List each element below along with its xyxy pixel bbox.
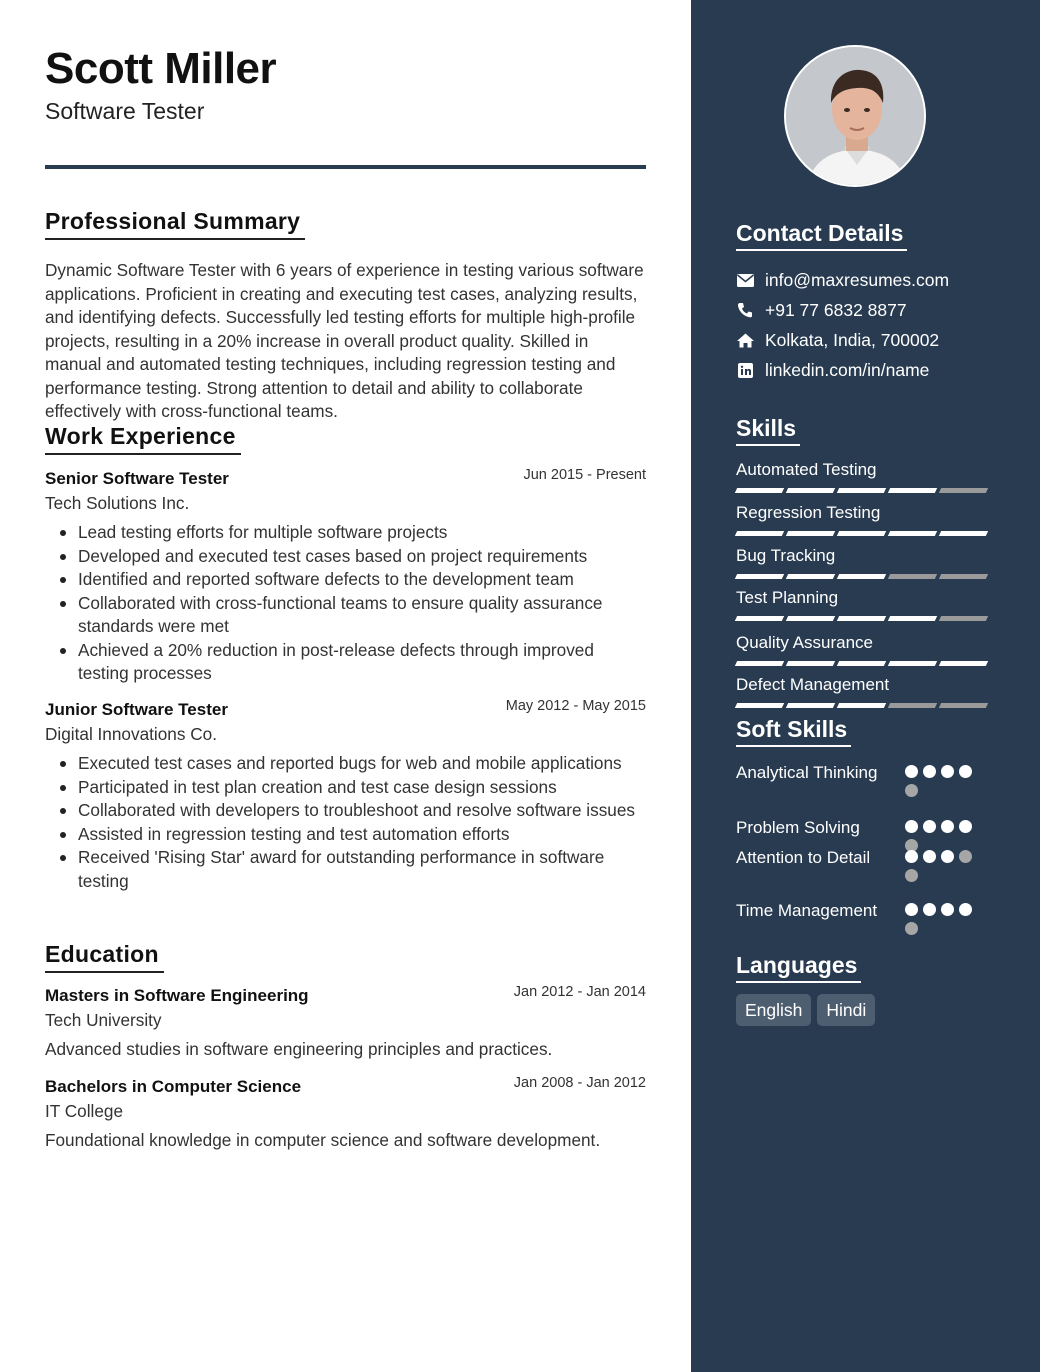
list-item: Identified and reported software defects to the development team (78, 568, 646, 592)
skill-level-segment (939, 531, 988, 536)
rating-dot (941, 820, 954, 833)
contact-phone-text: +91 77 6832 8877 (765, 299, 907, 320)
list-item: Achieved a 20% reduction in post-release defects through improved testing processes (78, 639, 646, 686)
contact-heading: Contact Details (736, 220, 907, 251)
skill-level-segment (837, 616, 886, 621)
skill-level-segment (837, 574, 886, 579)
education-description: Foundational knowledge in computer science and software development. (45, 1130, 601, 1150)
candidate-name: Scott Miller (45, 44, 277, 93)
contact-linkedin[interactable] (736, 359, 929, 381)
education-dates: Jan 2008 - Jan 2012 (513, 1075, 646, 1091)
skill-level-segment (786, 616, 835, 621)
contact-address-text: Kolkata, India, 700002 (765, 329, 940, 350)
degree-name: Bachelors in Computer Science (45, 1077, 302, 1096)
degree-name: Masters in Software Engineering (45, 986, 309, 1005)
skill-level-segment (735, 488, 784, 493)
soft-skill-rating (905, 820, 980, 852)
rating-dot (923, 820, 936, 833)
job-dates: Jun 2015 - Present (523, 467, 646, 483)
skill-level-bar (736, 488, 993, 493)
linkedin-icon (736, 361, 754, 379)
rating-dot (959, 765, 972, 778)
skill-level-segment (735, 703, 784, 708)
skills-heading: Skills (736, 415, 800, 446)
skill-level-segment (888, 574, 937, 579)
skill-level-segment (786, 703, 835, 708)
soft-skill-rating (905, 850, 980, 882)
rating-dot (959, 850, 972, 863)
contact-address (736, 329, 939, 351)
envelope-icon (736, 271, 754, 289)
skill-item (736, 588, 993, 621)
skill-level-segment (939, 703, 988, 708)
skill-level-segment (888, 616, 937, 621)
skill-level-bar (736, 574, 993, 579)
rating-dot (905, 922, 918, 935)
languages-heading: Languages (736, 952, 861, 983)
language-tag: Hindi (817, 994, 875, 1026)
skill-name: Regression Testing (736, 503, 881, 522)
company-name: Digital Innovations Co. (45, 724, 217, 744)
rating-dot (923, 765, 936, 778)
education-description: Advanced studies in software engineering principles and practices. (45, 1039, 553, 1059)
rating-dot (905, 903, 918, 916)
skill-level-segment (735, 661, 784, 666)
rating-dot (905, 784, 918, 797)
skill-level-segment (837, 661, 886, 666)
skill-level-segment (888, 703, 937, 708)
skill-name: Automated Testing (736, 460, 877, 479)
skill-level-segment (939, 574, 988, 579)
soft-skill-rating (905, 765, 980, 797)
skill-level-segment (837, 703, 886, 708)
school-name: Tech University (45, 1010, 162, 1030)
soft-skill-name: Analytical Thinking (736, 763, 878, 782)
skill-level-bar (736, 703, 993, 708)
skill-level-segment (786, 574, 835, 579)
contact-email-text: info@maxresumes.com (765, 269, 950, 290)
skill-level-segment (939, 661, 988, 666)
contact-linkedin-text: linkedin.com/in/name (765, 359, 930, 380)
skill-item (736, 546, 993, 579)
profile-photo (784, 45, 926, 187)
list-item: Collaborated with developers to troubleshoot and resolve software issues (78, 799, 646, 823)
job-role: Junior Software Tester (45, 700, 228, 719)
skill-name: Defect Management (736, 675, 890, 694)
summary-text: Dynamic Software Tester with 6 years of experience in testing various software applications. Proficient in creating and executing test cases, analyzing results, and identifying defects. Successfully led testing efforts for multiple high-profile projects, resulting in a 20% increase in overall product quality. Skilled in manual and automated testing techniques, including regression testing and performance testing. Strong attention to detail and ability to collaborate effectively with cross-functional teams. (45, 260, 644, 421)
soft-skill-name: Problem Solving (736, 818, 860, 837)
skill-level-segment (786, 661, 835, 666)
summary-heading: Professional Summary (45, 208, 305, 240)
experience-heading: Work Experience (45, 423, 241, 455)
rating-dot (941, 765, 954, 778)
soft-skills-heading: Soft Skills (736, 716, 851, 747)
rating-dot (959, 820, 972, 833)
skill-item (736, 633, 993, 666)
job-bullets (45, 752, 646, 893)
soft-skill-name: Attention to Detail (736, 848, 871, 867)
skill-level-segment (786, 531, 835, 536)
sidebar (691, 0, 1040, 1372)
education-entry (45, 986, 646, 1060)
phone-icon (736, 301, 754, 319)
skill-level-segment (837, 531, 886, 536)
skill-level-segment (735, 574, 784, 579)
rating-dot (959, 903, 972, 916)
list-item: Developed and executed test cases based on project requirements (78, 545, 646, 569)
skill-level-segment (888, 661, 937, 666)
skill-name: Bug Tracking (736, 546, 836, 565)
skill-level-segment (735, 616, 784, 621)
skill-level-segment (939, 488, 988, 493)
rating-dot (905, 765, 918, 778)
experience-entry (45, 469, 646, 686)
contact-email[interactable] (736, 269, 949, 291)
skill-level-segment (735, 531, 784, 536)
main-column (45, 0, 646, 1372)
job-dates: May 2012 - May 2015 (505, 698, 646, 714)
soft-skill-name: Time Management (736, 901, 878, 920)
skill-level-segment (786, 488, 835, 493)
list-item: Received 'Rising Star' award for outstanding performance in software testing (78, 846, 646, 893)
language-tag: English (736, 994, 811, 1026)
languages-list (736, 994, 875, 1026)
soft-skill-rating (905, 903, 980, 935)
skill-level-bar (736, 531, 993, 536)
rating-dot (905, 869, 918, 882)
list-item: Assisted in regression testing and test automation efforts (78, 823, 646, 847)
skill-level-segment (888, 531, 937, 536)
experience-entry (45, 700, 646, 893)
skill-item (736, 503, 993, 536)
list-item: Lead testing efforts for multiple software projects (78, 521, 646, 545)
education-heading: Education (45, 941, 164, 973)
skill-level-bar (736, 616, 993, 621)
education-dates: Jan 2012 - Jan 2014 (513, 984, 646, 1000)
rating-dot (941, 903, 954, 916)
home-icon (736, 331, 754, 349)
skill-item (736, 675, 993, 708)
education-entry (45, 1077, 646, 1151)
skill-level-bar (736, 661, 993, 666)
candidate-title: Software Tester (45, 98, 205, 124)
list-item: Executed test cases and reported bugs for web and mobile applications (78, 752, 646, 776)
contact-phone[interactable] (736, 299, 907, 321)
list-item: Collaborated with cross-functional teams to ensure quality assurance standards were met (78, 592, 646, 639)
skill-level-segment (837, 488, 886, 493)
job-bullets (45, 521, 646, 686)
school-name: IT College (45, 1101, 124, 1121)
job-role: Senior Software Tester (45, 469, 229, 488)
rating-dot (941, 850, 954, 863)
skill-name: Quality Assurance (736, 633, 874, 652)
rating-dot (923, 903, 936, 916)
list-item: Participated in test plan creation and test case design sessions (78, 776, 646, 800)
rating-dot (905, 850, 918, 863)
skill-level-segment (888, 488, 937, 493)
skill-level-segment (939, 616, 988, 621)
skill-item (736, 460, 993, 493)
skill-name: Test Planning (736, 588, 839, 607)
rating-dot (905, 820, 918, 833)
company-name: Tech Solutions Inc. (45, 493, 190, 513)
rating-dot (923, 850, 936, 863)
header-divider (45, 165, 646, 169)
